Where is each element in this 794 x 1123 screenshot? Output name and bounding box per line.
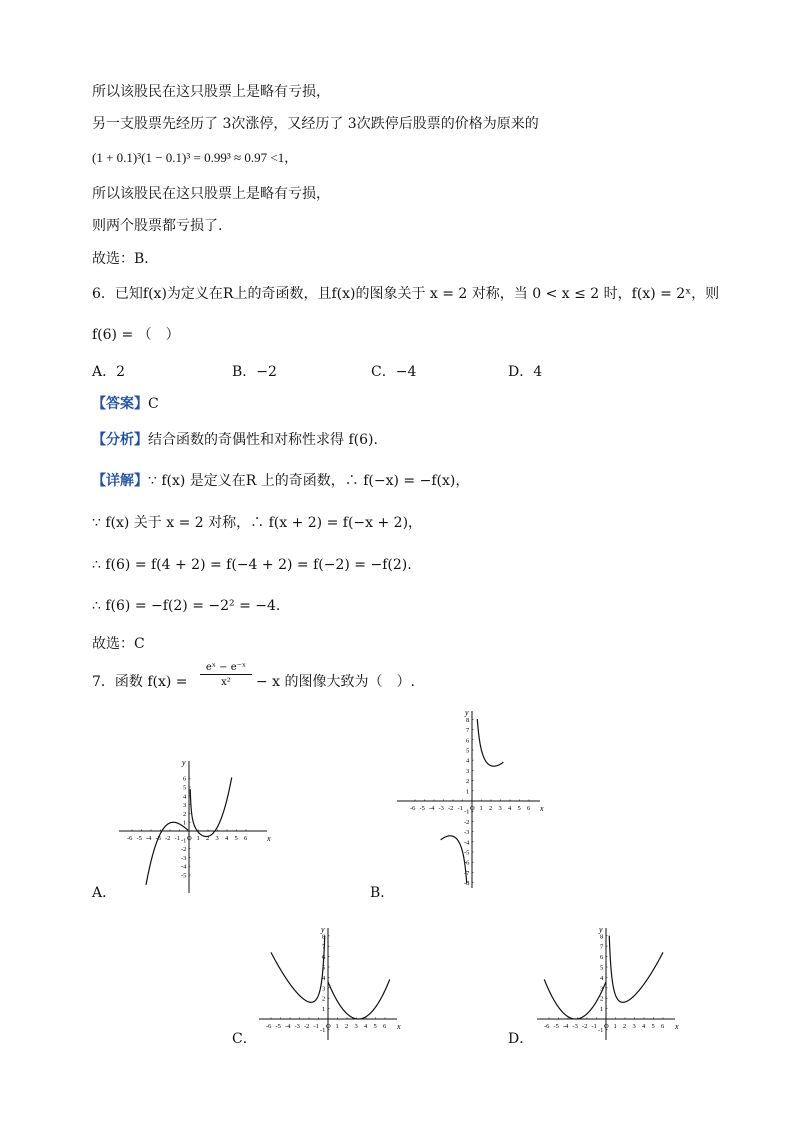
x-tick-label: 2 <box>623 1023 627 1030</box>
x-axis-label: x <box>397 1022 401 1031</box>
x-tick-label: -2 <box>304 1023 310 1030</box>
x-tick-label: 1 <box>335 1023 339 1030</box>
x-tick-label: -4 <box>563 1023 569 1030</box>
x-tick-label: -1 <box>457 805 463 812</box>
graph-c-label: C． <box>232 1031 257 1047</box>
y-axis-label: y <box>182 758 186 767</box>
y-tick-label: -2 <box>181 846 187 854</box>
y-tick-label: 5 <box>183 784 187 792</box>
option-a: A．2 <box>92 364 126 380</box>
y-axis-label: y <box>599 925 603 934</box>
detail-line-3: ∴ f(6) = f(4 + 2) = f(−4 + 2) = f(−2) = −f(2). <box>92 557 412 573</box>
y-tick-label: -4 <box>464 839 470 847</box>
x-tick-label: 1 <box>613 1023 617 1030</box>
y-tick-label: 6 <box>466 737 470 745</box>
y-tick-label: 1 <box>322 1006 326 1014</box>
y-tick-label: 6 <box>183 775 187 783</box>
x-tick-label: 6 <box>244 835 248 842</box>
x-tick-label: -4 <box>285 1023 291 1030</box>
detail-text: ∵ f(x) 是定义在R 上的奇函数，∴ f(−x) = −f(x)， <box>148 473 470 489</box>
x-tick-label: 6 <box>527 805 531 812</box>
y-tick-label: 1 <box>600 1006 604 1014</box>
x-tick-label: -1 <box>174 835 180 842</box>
x-tick-label: -1 <box>591 1023 597 1030</box>
text-line-5: 则两个股票都亏损了. <box>92 218 223 234</box>
x-tick-label: 5 <box>373 1023 377 1030</box>
x-tick-label: -3 <box>155 835 161 842</box>
x-tick-label: -3 <box>572 1023 578 1030</box>
y-axis-label: y <box>321 925 325 934</box>
y-tick-label: -6 <box>464 859 470 867</box>
x-tick-label: 2 <box>489 805 493 812</box>
x-tick-label: O <box>326 1023 331 1030</box>
q7-prefix: 7．函数 f(x) = <box>92 674 188 690</box>
x-axis-label: x <box>267 834 271 843</box>
x-tick-label: -6 <box>266 1023 272 1030</box>
y-tick-label: 2 <box>183 810 187 818</box>
y-tick-label: 5 <box>466 747 470 755</box>
y-tick-label: 1 <box>466 788 470 796</box>
text-line-1: 所以该股民在这只股票上是略有亏损， <box>92 84 330 100</box>
y-tick-label: 8 <box>322 933 326 941</box>
y-tick-label: 3 <box>183 802 187 810</box>
detail-line-1 <box>92 471 469 491</box>
x-tick-label: -6 <box>127 835 133 842</box>
x-tick-label: -2 <box>448 805 454 812</box>
y-tick-label: -1 <box>464 808 470 816</box>
x-tick-label: 5 <box>651 1023 655 1030</box>
y-tick-label: 5 <box>322 964 326 972</box>
y-tick-label: 5 <box>600 964 604 972</box>
answer-line <box>92 394 159 414</box>
x-axis-label: x <box>540 804 544 813</box>
x-tick-label: O <box>187 835 192 842</box>
x-tick-label: -4 <box>429 805 435 812</box>
x-tick-label: 1 <box>479 805 483 812</box>
x-tick-label: -6 <box>410 805 416 812</box>
option-c: C．−4 <box>371 364 417 380</box>
curve-right-branch <box>328 979 390 1019</box>
curve-right-branch <box>190 777 231 836</box>
detail-tag: 【详解】 <box>92 473 148 489</box>
y-tick-label: -1 <box>598 1026 604 1034</box>
x-tick-label: 1 <box>196 835 200 842</box>
y-tick-label: 4 <box>322 974 326 982</box>
x-tick-label: 3 <box>498 805 502 812</box>
y-tick-label: -3 <box>464 829 470 837</box>
y-tick-label: 4 <box>466 757 470 765</box>
analysis-text: 结合函数的奇偶性和对称性求得 f(6). <box>148 432 378 448</box>
analysis-tag: 【分析】 <box>92 432 148 448</box>
x-tick-label: 2 <box>345 1023 349 1030</box>
x-tick-label: -5 <box>275 1023 281 1030</box>
graph-c <box>255 922 405 1042</box>
y-tick-label: -5 <box>181 872 187 880</box>
curve-left-branch <box>544 979 606 1019</box>
y-axis-label: y <box>465 708 469 717</box>
text-line-2: 另一支股票先经历了 3次涨停，又经历了 3次跌停后股票的价格为原来的 <box>92 116 539 132</box>
graph-b <box>393 705 548 890</box>
y-tick-label: 2 <box>600 995 604 1003</box>
answer-value: C <box>148 396 159 412</box>
x-tick-label: -2 <box>165 835 171 842</box>
option-d: D．4 <box>508 364 543 380</box>
x-tick-label: -5 <box>419 805 425 812</box>
x-tick-label: 5 <box>234 835 238 842</box>
x-tick-label: 4 <box>225 835 229 842</box>
x-tick-label: -6 <box>544 1023 550 1030</box>
y-tick-label: -1 <box>181 837 187 845</box>
detail-line-5: 故选：C <box>92 636 145 652</box>
text-line-6: 故选：B． <box>92 251 159 267</box>
curve-left-branch <box>271 936 325 1003</box>
curve-right-branch <box>477 719 503 766</box>
y-tick-label: -8 <box>464 880 470 888</box>
x-tick-label: O <box>470 805 475 812</box>
graph-d <box>533 922 683 1042</box>
y-tick-label: 7 <box>600 943 604 951</box>
x-tick-label: 3 <box>215 835 219 842</box>
y-tick-label: 6 <box>322 954 326 962</box>
y-tick-label: -1 <box>320 1026 326 1034</box>
text-line-4: 所以该股民在这只股票上是略有亏损， <box>92 186 330 202</box>
x-tick-label: -3 <box>294 1023 300 1030</box>
graph-d-label: D． <box>508 1031 534 1047</box>
x-tick-label: -3 <box>438 805 444 812</box>
y-tick-label: -2 <box>464 818 470 826</box>
q7-numerator: eˣ − e⁻ˣ <box>200 662 252 675</box>
x-tick-label: 5 <box>517 805 521 812</box>
detail-line-4: ∴ f(6) = −f(2) = −2² = −4. <box>92 598 281 614</box>
x-tick-label: 3 <box>354 1023 358 1030</box>
y-tick-label: -3 <box>181 854 187 862</box>
curve-left-branch <box>441 836 470 883</box>
y-tick-label: 7 <box>322 943 326 951</box>
detail-line-2: ∵ f(x) 关于 x = 2 对称，∴ f(x + 2) = f(−x + 2)， <box>92 515 423 531</box>
x-axis-label: x <box>675 1022 679 1031</box>
q7-suffix: − x 的图像大致为（ ）. <box>256 674 415 690</box>
y-tick-label: -7 <box>464 869 470 877</box>
y-tick-label: 1 <box>183 819 187 827</box>
x-tick-label: 6 <box>661 1023 665 1030</box>
graph-a <box>115 755 275 895</box>
x-tick-label: 4 <box>642 1023 646 1030</box>
curve-right-branch <box>609 936 663 1003</box>
x-tick-label: -2 <box>582 1023 588 1030</box>
y-tick-label: 3 <box>466 767 470 775</box>
question-6-stem: 6．已知f(x)为定义在R上的奇函数，且f(x)的图象关于 x = 2 对称，当 0 < x ≤ 2 时，f(x) = 2ˣ，则 <box>92 286 720 302</box>
y-tick-label: -5 <box>464 849 470 857</box>
x-tick-label: 6 <box>383 1023 387 1030</box>
x-tick-label: 2 <box>206 835 210 842</box>
graph-a-label: A． <box>92 885 117 901</box>
y-tick-label: 8 <box>600 933 604 941</box>
x-tick-label: O <box>604 1023 609 1030</box>
option-b: B．−2 <box>232 364 277 380</box>
x-tick-label: 3 <box>632 1023 636 1030</box>
q7-denominator: x² <box>221 677 231 688</box>
y-tick-label: 8 <box>466 716 470 724</box>
y-tick-label: 3 <box>600 985 604 993</box>
formula-line: (1 + 0.1)³(1 − 0.1)³ = 0.99³ ≈ 0.97 <1， <box>92 150 298 165</box>
y-tick-label: 7 <box>466 727 470 735</box>
y-tick-label: 6 <box>600 954 604 962</box>
y-tick-label: 3 <box>322 985 326 993</box>
y-tick-label: 4 <box>600 974 604 982</box>
x-tick-label: -5 <box>136 835 142 842</box>
y-tick-label: 2 <box>322 995 326 1003</box>
answer-tag: 【答案】 <box>92 396 148 412</box>
x-tick-label: -1 <box>313 1023 319 1030</box>
graph-b-label: B． <box>370 885 395 901</box>
analysis-line <box>92 430 378 450</box>
y-tick-label: 4 <box>183 793 187 801</box>
x-tick-label: 4 <box>508 805 512 812</box>
y-tick-label: -4 <box>181 863 187 871</box>
question-6-ask: f(6) = （ ） <box>92 327 180 343</box>
x-tick-label: -4 <box>146 835 152 842</box>
y-tick-label: 2 <box>466 778 470 786</box>
x-tick-label: 4 <box>364 1023 368 1030</box>
x-tick-label: -5 <box>553 1023 559 1030</box>
